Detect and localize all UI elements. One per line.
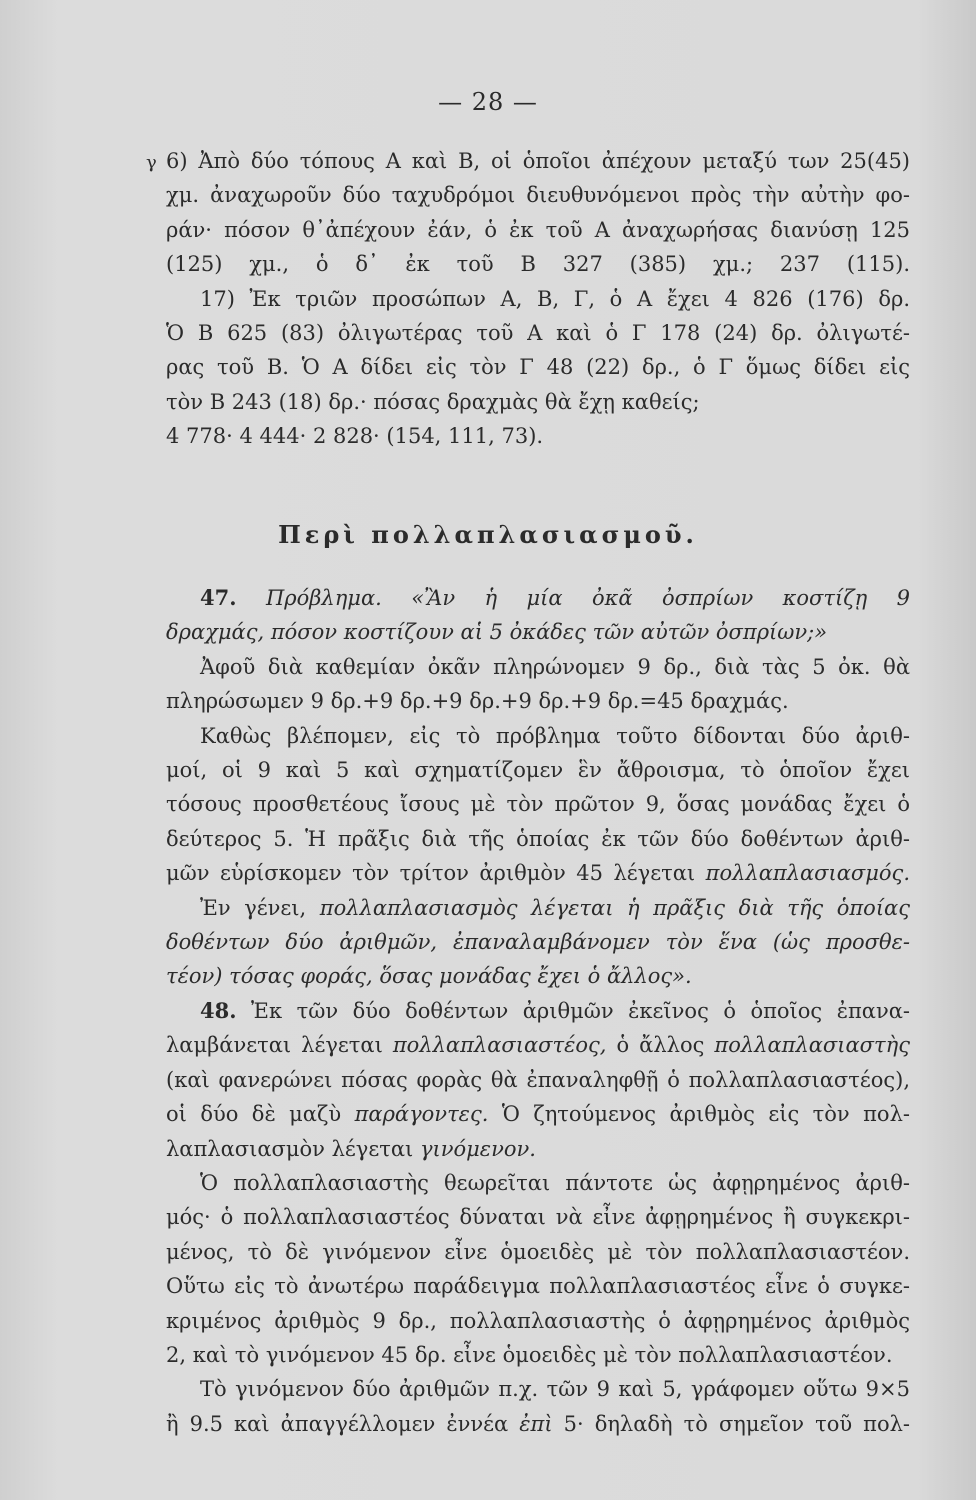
text-line: Τὸ γινόμενον δύο ἀριθμῶν π.χ. τῶν 9 καὶ 5, γράφομεν οὕτω 9×5 — [200, 1377, 910, 1402]
problem-text: «Ἂν ἡ μία ὀκᾶ ὀσπρίων κοστίζῃ 9 — [411, 586, 910, 610]
definition-text: πολλαπλασιασμὸς λέγεται ἡ πρᾶξις διὰ τῆς ὁποίας — [319, 895, 910, 920]
text-line: ρας τοῦ Β. Ὁ Α δίδει εἰς τὸν Γ 48 (22) δρ., ὁ Γ ὅμως δίδει εἰς — [166, 355, 910, 380]
text-line: χμ. ἀναχωροῦν δύο ταχυδρόμοι διευθυνόμενοι πρὸς τὴν αὐτὴν φο- — [166, 183, 910, 208]
exercise-block — [166, 144, 910, 454]
text-fragment: Ἐκ τῶν δύο δοθέντων ἀριθμῶν ἐκεῖνος ὁ ὁποῖος ἐπανα- — [251, 998, 910, 1023]
problem-text: δραχμάς, πόσον κοστίζουν αἱ 5 ὀκάδες τῶν αὐτῶν ὀσπρίων;» — [166, 620, 828, 645]
text-fragment: Ὁ ζητούμενος ἀριθμὸς εἰς τὸν πολ- — [501, 1102, 910, 1127]
text-line: δεύτερος 5. Ἡ πρᾶξις διὰ τῆς ὁποίας ἐκ τῶν δύο δοθέντων ἀριθ- — [166, 826, 910, 851]
text-fragment: ἢ 9.5 καὶ ἀπαγγέλλομεν ἐννέα — [166, 1411, 509, 1436]
term-multiplier: πολλαπλασιαστὴς — [714, 1033, 910, 1058]
text-line: πληρώσωμεν 9 δρ.+9 δρ.+9 δρ.+9 δρ.+9 δρ.=45 δραχμάς. — [166, 689, 789, 714]
margin-mark: γ — [146, 152, 157, 173]
text-line: μένος, τὸ δὲ γινόμενον εἶνε ὁμοειδὲς μὲ τὸν πολλαπλασιαστέον. — [166, 1239, 910, 1264]
text-line: τὸν Β 243 (18) δρ.· πόσας δραχμὰς θὰ ἔχῃ καθείς; — [166, 389, 700, 414]
paragraph-48-line — [166, 994, 910, 1028]
text-line: (125) χμ., ὁ δ᾽ ἐκ τοῦ Β 327 (385) χμ.; 237 (115). — [166, 252, 910, 277]
text-line — [166, 1407, 910, 1441]
problem-label: Πρόβλημα. — [265, 586, 382, 610]
text-fragment: λαπλασιασμὸν λέγεται — [166, 1136, 414, 1161]
text-line: μοί, οἱ 9 καὶ 5 καὶ σχηματίζομεν ἓν ἄθροισμα, τὸ ὁποῖον ἔχει — [166, 758, 910, 783]
text-line: Οὕτω εἰς τὸ ἀνωτέρω παράδειγμα πολλαπλασιαστέος εἶνε ὁ συγκε- — [166, 1274, 910, 1299]
text-line: κριμένος ἀριθμὸς 9 δρ., πολλαπλασιαστὴς ὁ ἀφῃρημένος ἀριθμὸς — [166, 1308, 910, 1333]
answer-line: 4 778· 4 444· 2 828· (154, 111, 73). — [166, 424, 544, 449]
text-line: Ὁ Β 625 (83) ὀλιγωτέρας τοῦ Α καὶ ὁ Γ 178 (24) δρ. ὀλιγωτέ- — [166, 321, 910, 346]
text-fragment: λαμβάνεται λέγεται — [166, 1033, 383, 1058]
paragraph-number: 48. — [200, 997, 237, 1023]
text-line: ράν· πόσον θ᾽ἀπέχουν ἐάν, ὁ ἐκ τοῦ Α ἀναχωρήσας διανύσῃ 125 — [166, 217, 910, 242]
term-times: ἐπὶ — [519, 1411, 553, 1436]
text-line: Καθὼς βλέπομεν, εἰς τὸ πρόβλημα τοῦτο δίδονται δύο ἀριθ- — [200, 723, 910, 748]
text-line: 6) Ἀπὸ δύο τόπους Α καὶ Β, οἱ ὁποῖοι ἀπέχουν μεταξύ των 25(45) — [166, 149, 910, 173]
definition-text: δοθέντων δύο ἀριθμῶν, ἐπαναλαμβάνομεν τὸν ἕνα (ὡς προσθε- — [166, 930, 910, 955]
term-multiplication: πολλαπλασιασμός. — [705, 861, 910, 886]
text-fragment: ὁ ἄλλος — [616, 1033, 705, 1058]
term-multiplicand: πολλαπλασιαστέος, — [392, 1033, 607, 1058]
text-line — [166, 1132, 910, 1166]
text-line: τόσους προσθετέους ἴσους μὲ τὸν πρῶτον 9, ὅσας μονάδας ἔχει ὁ — [166, 792, 910, 817]
text-line: Ὁ πολλαπλασιαστὴς θεωρεῖται πάντοτε ὡς ἀφῃρημένος ἀριθ- — [200, 1170, 910, 1195]
paragraph-47-line — [166, 581, 910, 615]
text-line: Ἀφοῦ διὰ καθεμίαν ὀκᾶν πληρώνομεν 9 δρ., διὰ τὰς 5 ὀκ. θὰ — [200, 654, 910, 679]
text-fragment: 5· δηλαδὴ τὸ σημεῖον τοῦ πολ- — [563, 1411, 910, 1436]
main-text — [166, 581, 910, 1441]
section-heading: Περὶ πολλαπλασιασμοῦ. — [278, 520, 698, 549]
text-fragment: Ἐν γένει, — [200, 895, 307, 920]
text-line — [166, 856, 910, 890]
text-line — [166, 891, 910, 925]
paragraph-number: 47. — [200, 585, 237, 610]
text-line — [166, 1097, 910, 1131]
text-fragment: οἱ δύο δὲ μαζὺ — [166, 1102, 342, 1127]
text-line: μός· ὁ πολλαπλασιαστέος δύναται νὰ εἶνε ἀφῃρημένος ἢ συγκεκρι- — [166, 1205, 910, 1230]
term-product: γινόμενον. — [419, 1136, 536, 1161]
text-line: 2, καὶ τὸ γινόμενον 45 δρ. εἶνε ὁμοειδὲς μὲ τὸν πολλαπλασιαστέον. — [166, 1342, 893, 1367]
text-fragment: μῶν εὑρίσκομεν τὸν τρίτον ἀριθμὸν 45 λέγεται — [166, 861, 696, 886]
term-factors: παράγοντες. — [354, 1102, 489, 1127]
text-line: 17) Ἐκ τριῶν προσώπων Α, Β, Γ, ὁ Α ἔχει 4 826 (176) δρ. — [200, 286, 910, 311]
page-number: — 28 — — [438, 88, 538, 116]
text-line: (καὶ φανερώνει πόσας φορὰς θὰ ἐπαναληφθῇ ὁ πολλαπλασιαστέος), — [166, 1067, 910, 1092]
definition-text: τέον) τόσας φοράς, ὅσας μονάδας ἔχει ὁ ἄλλος». — [166, 964, 692, 989]
text-line — [166, 1028, 910, 1062]
